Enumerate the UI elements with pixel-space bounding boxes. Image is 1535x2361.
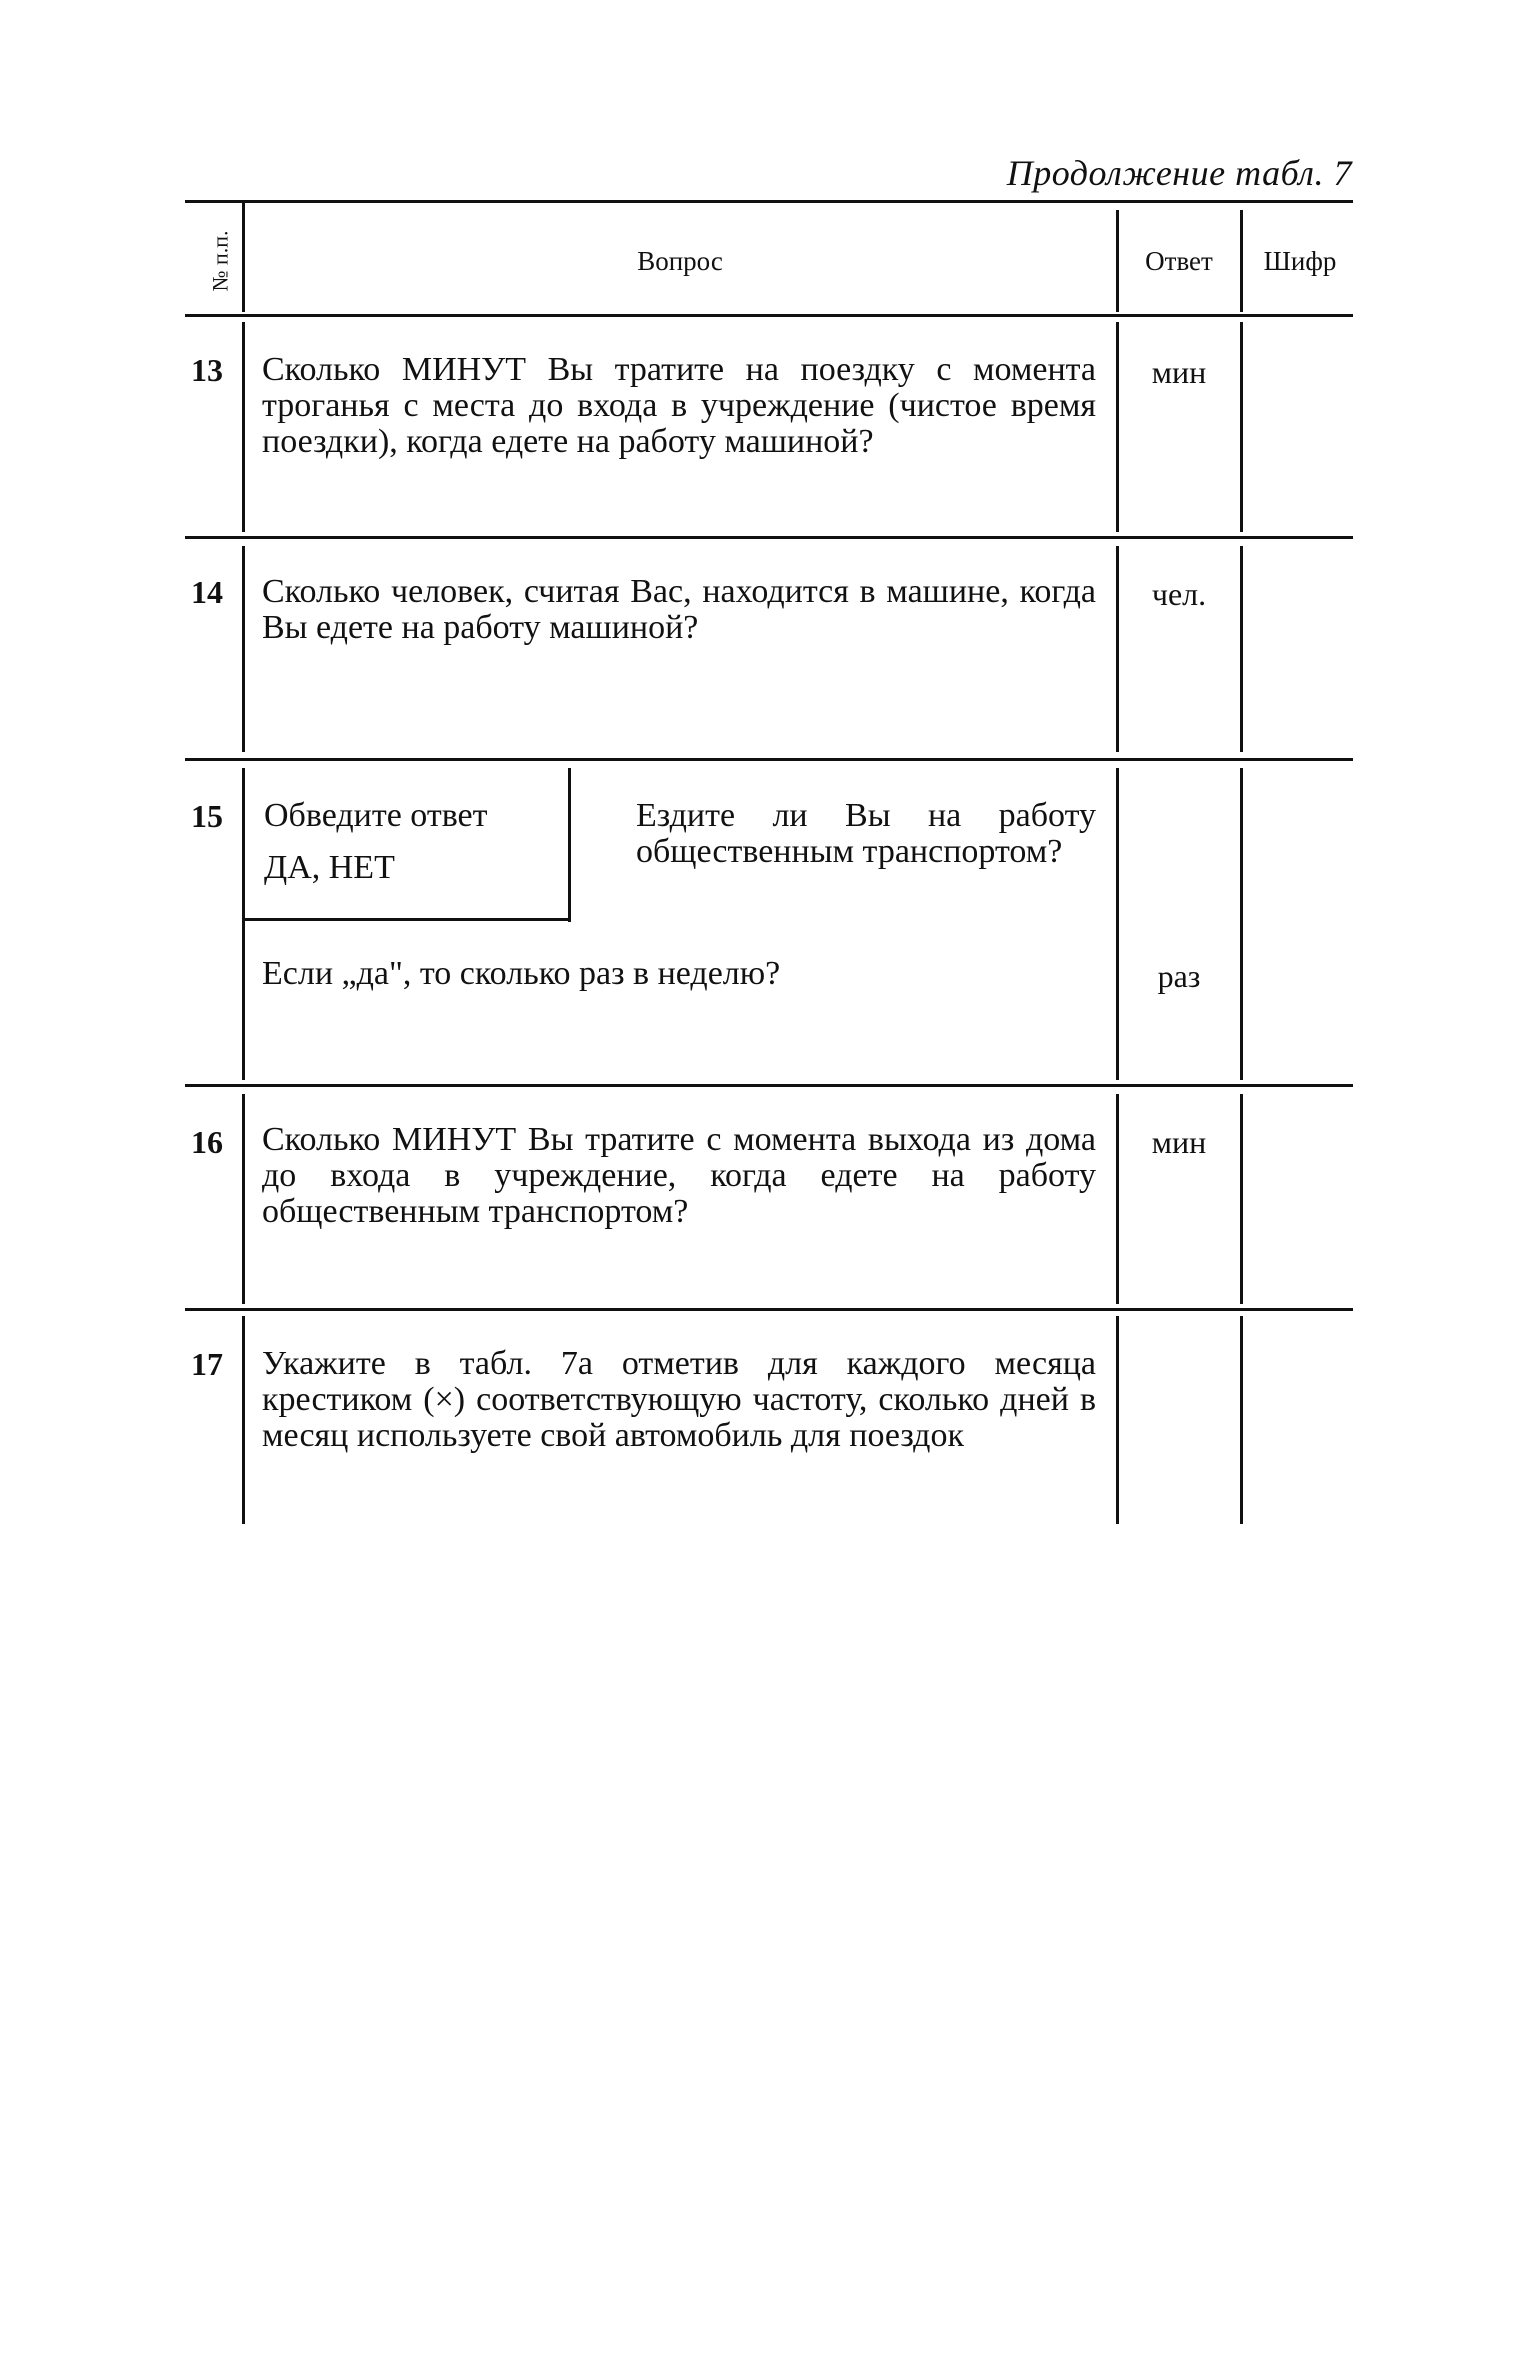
column-rule bbox=[1240, 768, 1243, 1080]
header-answer: Ответ bbox=[1145, 245, 1213, 276]
column-rule bbox=[1116, 768, 1119, 1080]
header-row-number: № п.п. bbox=[208, 230, 234, 292]
column-rule bbox=[1240, 1094, 1243, 1304]
table-continuation-caption: Продолжение табл. 7 bbox=[1006, 153, 1352, 193]
row-number: 16 bbox=[191, 1124, 223, 1160]
column-rule bbox=[1240, 546, 1243, 752]
column-rule bbox=[242, 546, 245, 752]
header-divider bbox=[1240, 210, 1243, 312]
column-rule bbox=[1240, 322, 1243, 532]
column-rule bbox=[1116, 322, 1119, 532]
choice-box-bottom-rule bbox=[244, 918, 571, 921]
row-number: 14 bbox=[191, 574, 223, 610]
header-question: Вопрос bbox=[637, 245, 723, 276]
row-separator bbox=[185, 1308, 1353, 1311]
row-number: 15 bbox=[191, 798, 223, 834]
table-top-rule bbox=[185, 200, 1353, 203]
choice-box-right-rule bbox=[568, 768, 571, 922]
question-text: Сколько человек, считая Вас, находится в машине, когда Вы едете на работу машиной? bbox=[262, 573, 1096, 646]
header-divider bbox=[1116, 210, 1119, 312]
answer-unit: мин bbox=[1151, 354, 1207, 390]
row-number: 17 bbox=[191, 1346, 223, 1382]
header-bottom-rule bbox=[185, 314, 1353, 317]
sub-question-text: Если „да", то сколько раз в неделю? bbox=[262, 955, 781, 992]
question-text: Ездите ли Вы на работу общественным транспортом? bbox=[636, 797, 1096, 870]
answer-unit: раз bbox=[1157, 958, 1201, 994]
column-rule bbox=[242, 768, 245, 1080]
column-rule bbox=[1116, 546, 1119, 752]
column-rule bbox=[242, 1316, 245, 1524]
row-number: 13 bbox=[191, 352, 223, 388]
answer-unit: чел. bbox=[1151, 576, 1207, 612]
answer-unit: мин bbox=[1151, 1124, 1207, 1160]
column-rule bbox=[1240, 1316, 1243, 1524]
header-code: Шифр bbox=[1263, 245, 1337, 276]
header-divider bbox=[242, 200, 245, 312]
question-text: Укажите в табл. 7а отметив для каждого месяца крестиком (×) соответствующую частоту, сколько дней в месяц используете свой автомобиль для поездок bbox=[262, 1345, 1096, 1454]
row-separator bbox=[185, 1084, 1353, 1087]
column-rule bbox=[242, 322, 245, 532]
choice-box-options bbox=[264, 842, 574, 894]
row-separator bbox=[185, 536, 1353, 539]
choice-options-text: ДА, НЕТ bbox=[264, 849, 395, 886]
question-text: Сколько МИНУТ Вы тратите на поездку с момента троганья с места до входа в учреждение (чистое время поездки), когда едете на работу машиной? bbox=[262, 351, 1096, 460]
column-rule bbox=[1116, 1316, 1119, 1524]
question-text: Сколько МИНУТ Вы тратите с момента выхода из дома до входа в учреждение, когда едете на работу общественным транспортом? bbox=[262, 1121, 1096, 1230]
column-rule bbox=[242, 1094, 245, 1304]
column-rule bbox=[1116, 1094, 1119, 1304]
choice-box-title: Обведите ответ bbox=[264, 797, 488, 834]
row-separator bbox=[185, 758, 1353, 761]
